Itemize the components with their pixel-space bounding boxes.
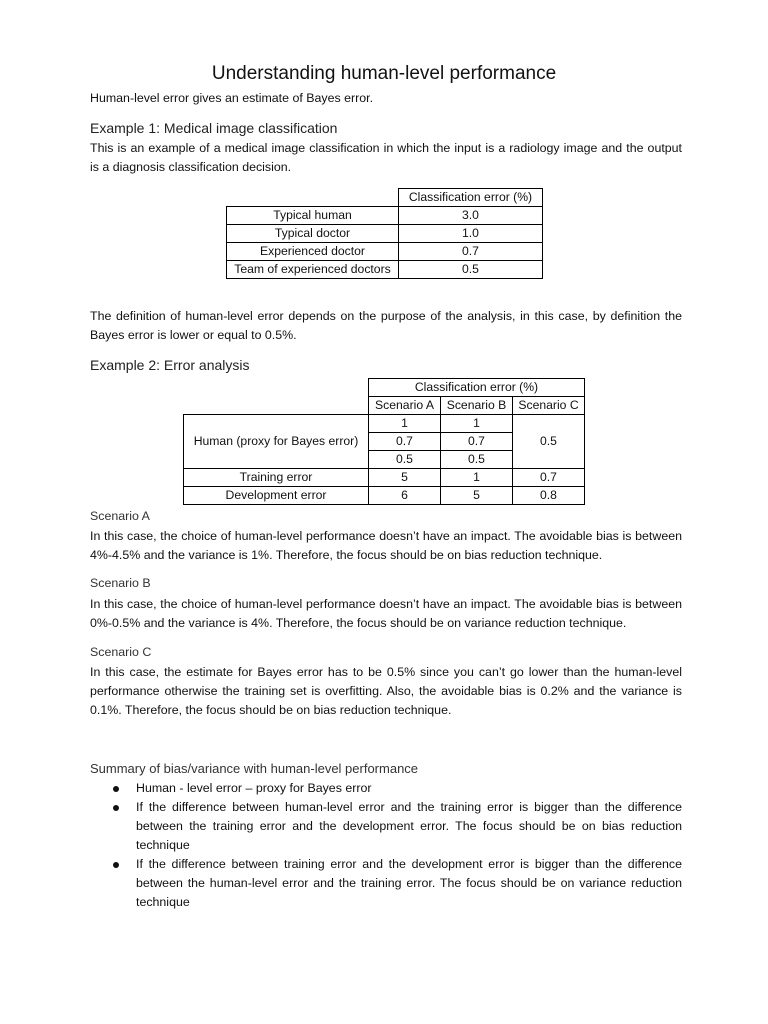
cell: 5	[369, 469, 441, 487]
row-label: Team of experienced doctors	[227, 261, 399, 279]
scenario-c-header: Scenario C	[513, 397, 585, 415]
scenario-c-text: In this case, the estimate for Bayes error has to be 0.5% since you can’t go lower than the human-level performance otherwise the training set is overfitting. Also, the avoidable bias is 0.2% and the variance is 0.1%. Therefore, the focus should be on bias reduction technique.	[90, 665, 682, 717]
summary-list	[90, 779, 682, 912]
page-title: Understanding human-level performance	[211, 63, 557, 84]
list-item	[90, 779, 682, 798]
table-row	[184, 469, 585, 487]
row-value: 3.0	[399, 207, 543, 225]
list-item	[90, 855, 682, 912]
cell: 5	[441, 487, 513, 505]
table-row	[227, 225, 543, 243]
scenario-b-text: In this case, the choice of human-level performance doesn’t have an impact. The avoidable bias is between 0%-0.5% and the variance is 4%. Therefore, the focus should be on variance reduction technique.	[90, 597, 682, 630]
row-label: Experienced doctor	[227, 243, 399, 261]
human-label: Human (proxy for Bayes error)	[184, 415, 369, 469]
summary-heading: Summary of bias/variance with human-level performance	[90, 761, 419, 776]
cell: 0.7	[369, 433, 441, 451]
cell: 1	[441, 469, 513, 487]
list-item-text: If the difference between training error and the development error is bigger than the difference between the human-level error and the training error. The focus should be on variance reduction technique	[136, 857, 682, 909]
cell: 1	[369, 415, 441, 433]
training-label: Training error	[184, 469, 369, 487]
row-value: 1.0	[399, 225, 543, 243]
row-value: 0.7	[399, 243, 543, 261]
example1-text: This is an example of a medical image classification in which the input is a radiology image and the output is a diagnosis classification decision.	[90, 141, 682, 174]
list-item-text: If the difference between human-level error and the training error is bigger than the difference between the training error and the development error. The focus should be on bias reduction technique	[136, 800, 682, 852]
table-row	[227, 207, 543, 225]
row-value: 0.5	[399, 261, 543, 279]
intro-text: Human-level error gives an estimate of Bayes error.	[90, 91, 374, 105]
error-analysis-table	[183, 378, 585, 505]
cell: 1	[441, 415, 513, 433]
table-row	[227, 261, 543, 279]
scenario-c-heading: Scenario C	[90, 645, 152, 659]
cell: 0.5	[369, 451, 441, 469]
cell: 0.7	[441, 433, 513, 451]
medical-classification-table	[226, 188, 543, 279]
dev-label: Development error	[184, 487, 369, 505]
list-item-text: Human - level error – proxy for Bayes error	[136, 781, 372, 795]
example1-conclusion: The definition of human-level error depends on the purpose of the analysis, in this case, by definition the Bayes error is lower or equal to 0.5%.	[90, 309, 682, 342]
table-row	[227, 243, 543, 261]
cell: 6	[369, 487, 441, 505]
example1-heading: Example 1: Medical image classification	[90, 120, 338, 136]
row-label: Typical doctor	[227, 225, 399, 243]
bullet-icon	[113, 805, 119, 811]
row-label: Typical human	[227, 207, 399, 225]
scenario-b-heading: Scenario B	[90, 576, 151, 590]
table1-header: Classification error (%)	[399, 189, 543, 207]
cell: 0.8	[513, 487, 585, 505]
scenario-a-text: In this case, the choice of human-level performance doesn’t have an impact. The avoidable bias is between 4%-4.5% and the variance is 1%. Therefore, the focus should be on bias reduction technique.	[90, 529, 682, 562]
table2-header: Classification error (%)	[369, 379, 585, 397]
cell: 0.5	[441, 451, 513, 469]
scenario-b-header: Scenario B	[441, 397, 513, 415]
scenario-a-heading: Scenario A	[90, 509, 150, 523]
bullet-icon	[113, 862, 119, 868]
list-item	[90, 798, 682, 855]
cell: 0.5	[513, 415, 585, 469]
bullet-icon	[113, 786, 119, 792]
table-row	[184, 487, 585, 505]
example2-heading: Example 2: Error analysis	[90, 357, 250, 373]
scenario-a-header: Scenario A	[369, 397, 441, 415]
cell: 0.7	[513, 469, 585, 487]
table-row	[184, 415, 585, 433]
